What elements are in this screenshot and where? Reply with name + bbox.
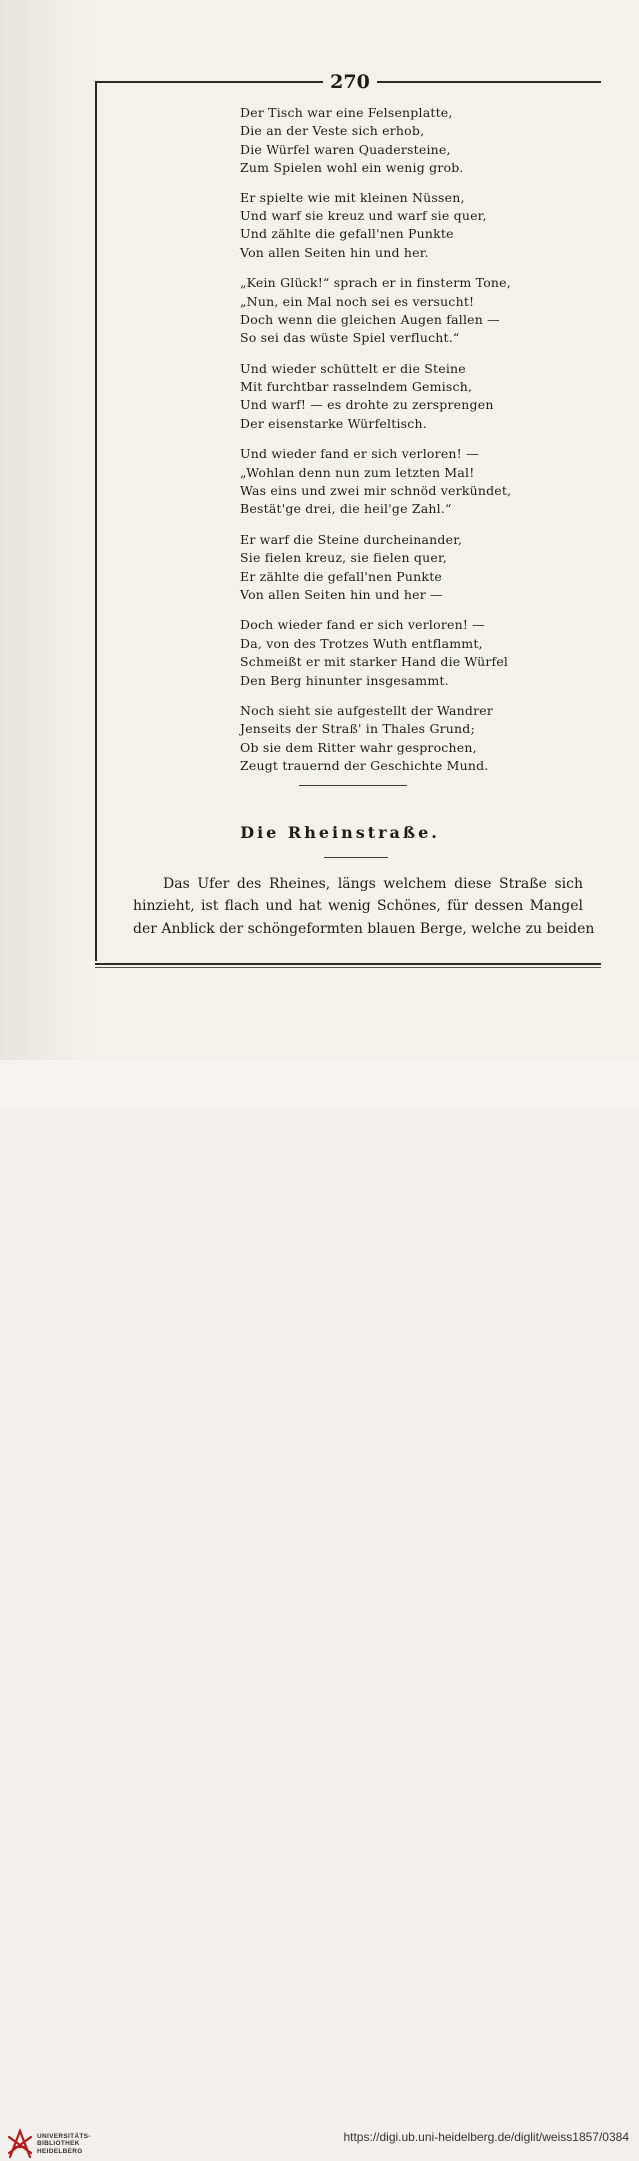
poem-line: Von allen Seiten hin und her. — [240, 244, 429, 260]
prose-line: hinzieht, ist flach und hat wenig Schönes, für dessen Mangel — [133, 898, 583, 915]
poem-line: Zeugt trauernd der Geschichte Mund. — [240, 758, 489, 774]
poem-line: Der Tisch war eine Felsenplatte, — [240, 105, 453, 120]
library-name-line: HEIDELBERG — [37, 2147, 83, 2155]
prose-paragraph — [133, 873, 595, 940]
library-name-line: UNIVERSITÄTS- — [37, 2133, 91, 2140]
poem-stanza — [240, 360, 600, 434]
poem-stanza — [240, 189, 600, 263]
poem-line: Sie fielen kreuz, sie fielen quer, — [240, 550, 447, 566]
page-gutter — [0, 0, 95, 1060]
poem-line: Und zählte die gefall'nen Punkte — [240, 226, 454, 242]
poem-line: Ob sie dem Ritter wahr gesprochen, — [240, 739, 477, 755]
poem-stanza — [240, 104, 600, 178]
poem-line: Zum Spielen wohl ein wenig grob. — [240, 160, 464, 176]
poem-line: Doch wenn die gleichen Augen fallen — — [240, 311, 500, 327]
poem-stanza — [240, 702, 600, 776]
poem-line: Mit furchtbar rasselndem Gemisch, — [240, 379, 473, 395]
poem-line: Bestät'ge drei, die heil'ge Zahl.“ — [240, 501, 452, 517]
book-page — [0, 0, 639, 1060]
poem-stanza — [240, 445, 600, 519]
viewer-footer — [0, 1060, 639, 2155]
poem-line: Er zählte die gefall'nen Punkte — [240, 568, 443, 584]
poem-line: „Wohlan denn nun zum letzten Mal! — [240, 464, 475, 480]
page-number: 270 — [330, 71, 370, 93]
prose-line: der Anblick der schöngeformten blauen Berge, welche zu beiden — [133, 920, 595, 937]
poem-line: Er warf die Steine durcheinander, — [240, 531, 463, 547]
poem-line: Und wieder schüttelt er die Steine — [240, 360, 466, 376]
section-heading: Die Rheinstraße. — [240, 823, 440, 842]
poem-line: Was eins und zwei mir schnöd verkündet, — [240, 483, 512, 499]
poem-line: Und wieder fand er sich verloren! — — [240, 446, 479, 462]
poem-line: Jenseits der Straß' in Thales Grund; — [240, 721, 475, 737]
poem-line: Da, von des Trotzes Wuth entflammt, — [240, 635, 483, 651]
poem-line: Doch wieder fand er sich verloren! — — [240, 617, 485, 633]
bottom-rule-thin — [95, 967, 601, 968]
poem — [240, 104, 600, 788]
poem-stanza — [240, 616, 600, 690]
poem-line: „Kein Glück!“ sprach er in finsterm Tone, — [240, 275, 511, 291]
header-rule-left — [95, 81, 323, 83]
poem-line: Schmeißt er mit starker Hand die Würfel — [240, 654, 509, 670]
poem-line: Die Würfel waren Quadersteine, — [240, 141, 451, 157]
prose-line: Das Ufer des Rheines, längs welchem diese Straße sich — [163, 876, 583, 892]
poem-line: Noch sieht sie aufgestellt der Wandrer — [240, 702, 494, 718]
poem-line: „Nun, ein Mal noch sei es versucht! — [240, 293, 475, 309]
university-library-logo-icon — [6, 2127, 34, 2161]
poem-line: Und warf! — es drohte zu zersprengen — [240, 397, 494, 413]
section-divider — [299, 785, 407, 786]
poem-line: Den Berg hinunter insgesammt. — [240, 672, 449, 688]
bottom-rule — [95, 963, 601, 965]
header-rule-right — [377, 81, 601, 83]
poem-line: Von allen Seiten hin und her — — [240, 586, 443, 602]
permalink-url[interactable]: https://digi.ub.uni-heidelberg.de/diglit/weiss1857/0384 — [343, 2130, 629, 2144]
poem-line: Die an der Veste sich erhob, — [240, 123, 425, 139]
frame-left-rule — [95, 81, 97, 961]
poem-line: So sei das wüste Spiel verflucht.“ — [240, 330, 460, 346]
library-name-line: BIBLIOTHEK — [37, 2140, 80, 2148]
poem-line: Und warf sie kreuz und warf sie quer, — [240, 207, 487, 223]
poem-stanza — [240, 531, 600, 605]
poem-stanza — [240, 274, 600, 348]
library-name — [37, 2133, 91, 2155]
heading-underline — [324, 857, 388, 858]
poem-line: Der eisenstarke Würfeltisch. — [240, 415, 427, 431]
poem-line: Er spielte wie mit kleinen Nüssen, — [240, 189, 465, 205]
